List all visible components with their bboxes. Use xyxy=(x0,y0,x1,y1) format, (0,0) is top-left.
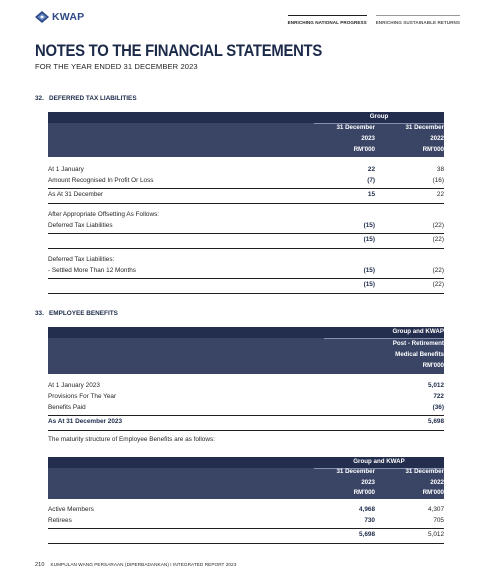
table-row: Deferred Tax Liabilities (15) (22) xyxy=(48,222,444,229)
divider xyxy=(48,203,444,204)
divider xyxy=(48,293,444,294)
logo-text: KWAP xyxy=(52,11,85,23)
divider xyxy=(48,188,444,189)
table-row: Benefits Paid (36) xyxy=(48,404,444,411)
note-32-table-header xyxy=(48,112,444,157)
group-label: Group and KWAP xyxy=(392,328,444,335)
table-row: Retirees 730 705 xyxy=(48,517,444,524)
note-32-title xyxy=(35,95,137,102)
group-label: Group and KWAP xyxy=(353,458,405,465)
col1-line1: 31 December xyxy=(336,468,375,475)
kwap-logo xyxy=(35,11,84,23)
note-33-table-header xyxy=(48,327,444,374)
footer-text: KUMPULAN WANG PERSARAAN (DIPERBADANKAN) I INTEGRATED REPORT 2023 xyxy=(50,562,237,567)
divider xyxy=(48,430,444,431)
col2-line2: 2022 xyxy=(430,135,444,142)
top-tabs xyxy=(288,15,460,25)
note-33-heading: EMPLOYEE BENEFITS xyxy=(49,310,118,317)
divider xyxy=(48,233,444,234)
page-number: 210 xyxy=(35,562,45,568)
divider xyxy=(48,278,444,279)
note-33-number: 33. xyxy=(35,310,44,317)
divider xyxy=(48,543,444,544)
tab-enriching-national-progress[interactable]: ENRICHING NATIONAL PROGRESS xyxy=(288,15,367,25)
divider xyxy=(48,528,444,529)
note-33-title xyxy=(35,310,118,317)
col1-line2: 2023 xyxy=(361,478,375,486)
col2-line3: RM'000 xyxy=(422,489,444,496)
divider xyxy=(48,248,444,249)
col1-line3: RM'000 xyxy=(353,489,375,496)
table-row: Active Members 4,968 4,307 xyxy=(48,506,444,513)
col-line1: Post - Retirement xyxy=(392,340,444,347)
col2-line3: RM'000 xyxy=(422,146,444,153)
page-title: NOTES TO THE FINANCIAL STATEMENTS xyxy=(35,42,323,60)
col2-line1: 31 December xyxy=(405,124,444,131)
page-footer xyxy=(35,562,236,568)
table-row: 5,698 5,012 xyxy=(359,531,444,538)
table-row: (15) (22) xyxy=(363,281,444,288)
table-row: At 1 January 22 38 xyxy=(48,166,444,173)
col-line3: RM'000 xyxy=(422,362,444,369)
table-row: At 1 January 2023 5,012 xyxy=(48,382,444,389)
note-32-number: 32. xyxy=(35,95,44,102)
table-row: Deferred Tax Liabilities: xyxy=(48,256,115,263)
note-32-heading: DEFERRED TAX LIABILITIES xyxy=(49,95,137,102)
page-subtitle: FOR THE YEAR ENDED 31 DECEMBER 2023 xyxy=(35,62,198,71)
table-row: As At 31 December 2023 5,698 xyxy=(48,418,444,425)
table-row: Provisions For The Year 722 xyxy=(48,393,444,400)
table-row: (15) (22) xyxy=(363,236,444,243)
tab-enriching-sustainable-returns[interactable]: ENRICHING SUSTAINABLE RETURNS xyxy=(376,15,460,25)
table-row: After Appropriate Offsetting As Follows: xyxy=(48,211,160,218)
group-label: Group xyxy=(369,113,389,120)
divider xyxy=(48,415,444,416)
col1-line1: 31 December xyxy=(336,124,375,131)
col-line2: Medical Benefits xyxy=(395,351,444,358)
table-row: - Settled More Than 12 Months (15) (22) xyxy=(48,267,444,274)
col2-line2: 2022 xyxy=(430,478,444,486)
kwap-logo-icon xyxy=(35,11,49,23)
col1-line2: 2023 xyxy=(361,135,375,142)
maturity-text: The maturity structure of Employee Benefits are as follows: xyxy=(48,436,215,443)
table-row: Amount Recognised In Profit Or Loss (7) (16) xyxy=(48,177,444,184)
maturity-table-header xyxy=(48,457,444,499)
table-row: As At 31 December 15 22 xyxy=(48,191,444,198)
col2-line1: 31 December xyxy=(405,468,444,475)
col1-line3: RM'000 xyxy=(353,146,375,153)
